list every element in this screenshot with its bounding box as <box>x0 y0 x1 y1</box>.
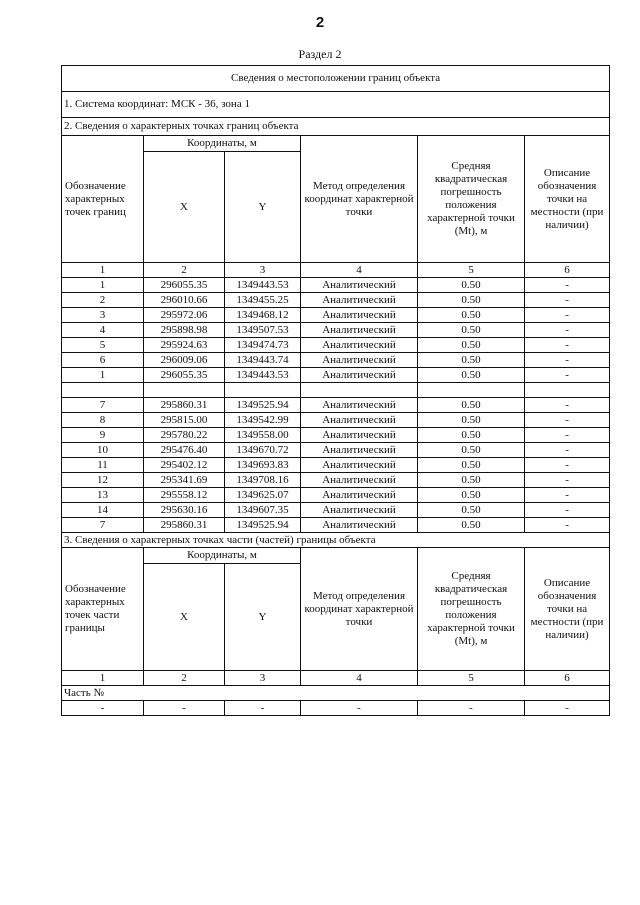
cell-description: - <box>525 458 610 473</box>
cell-error: 0.50 <box>418 473 525 488</box>
cell-description: - <box>525 308 610 323</box>
cell-point: 5 <box>62 338 144 353</box>
cell-description: - <box>525 338 610 353</box>
separator-row <box>62 383 610 398</box>
part-label: Часть № <box>62 686 610 701</box>
table-title: Сведения о местоположении границ объекта <box>62 66 610 92</box>
cell-x: 295780.22 <box>144 428 225 443</box>
cell-y: 1349542.99 <box>225 413 301 428</box>
table-row <box>62 338 610 353</box>
cell-point: 14 <box>62 503 144 518</box>
column-number: 3 <box>225 671 301 686</box>
cell-method: Аналитический <box>301 428 418 443</box>
cell-error: 0.50 <box>418 428 525 443</box>
cell-description: - <box>525 398 610 413</box>
cell-method: Аналитический <box>301 308 418 323</box>
cell-x: 296010.66 <box>144 293 225 308</box>
column-number: 4 <box>301 263 418 278</box>
cell-x: 296055.35 <box>144 278 225 293</box>
column-number: 6 <box>525 263 610 278</box>
parts-section-heading: 3. Сведения о характерных точках части (частей) границы объекта <box>62 533 610 548</box>
table-row <box>62 398 610 413</box>
cell-method: Аналитический <box>301 293 418 308</box>
cell-y: 1349443.53 <box>225 278 301 293</box>
points-section-heading: 2. Сведения о характерных точках границ объекта <box>62 118 610 136</box>
cell-error: 0.50 <box>418 488 525 503</box>
parts-header-y: Y <box>225 564 301 671</box>
cell-description: - <box>525 701 610 716</box>
page-number: 2 <box>315 14 325 31</box>
cell-error: 0.50 <box>418 458 525 473</box>
cell-description: - <box>525 428 610 443</box>
cell-method: Аналитический <box>301 518 418 533</box>
column-number: 5 <box>418 671 525 686</box>
cell-error: 0.50 <box>418 503 525 518</box>
cell-y: 1349443.53 <box>225 368 301 383</box>
empty-cell <box>418 383 525 398</box>
cell-description: - <box>525 323 610 338</box>
table-row <box>62 518 610 533</box>
cell-y: 1349507.53 <box>225 323 301 338</box>
cell-x: 295476.40 <box>144 443 225 458</box>
cell-error: - <box>418 701 525 716</box>
cell-point: 4 <box>62 323 144 338</box>
cell-error: 0.50 <box>418 413 525 428</box>
cell-x: 295558.12 <box>144 488 225 503</box>
cell-x: 295924.63 <box>144 338 225 353</box>
column-number: 1 <box>62 263 144 278</box>
table-row <box>62 353 610 368</box>
cell-x: 295898.98 <box>144 323 225 338</box>
cell-description: - <box>525 278 610 293</box>
cell-point: - <box>62 701 144 716</box>
cell-error: 0.50 <box>418 398 525 413</box>
cell-method: Аналитический <box>301 503 418 518</box>
table-row <box>62 488 610 503</box>
cell-method: - <box>301 701 418 716</box>
cell-y: 1349443.74 <box>225 353 301 368</box>
cell-point: 1 <box>62 278 144 293</box>
cell-method: Аналитический <box>301 488 418 503</box>
cell-method: Аналитический <box>301 353 418 368</box>
cell-error: 0.50 <box>418 338 525 353</box>
cell-method: Аналитический <box>301 473 418 488</box>
cell-x: 295402.12 <box>144 458 225 473</box>
column-number: 3 <box>225 263 301 278</box>
column-number: 2 <box>144 671 225 686</box>
cell-description: - <box>525 413 610 428</box>
cell-description: - <box>525 518 610 533</box>
cell-description: - <box>525 473 610 488</box>
header-description: Описание обозначения точки на местности (при наличии) <box>525 136 610 263</box>
parts-header-description: Описание обозначения точки на местности (при наличии) <box>525 548 610 671</box>
cell-x: 295972.06 <box>144 308 225 323</box>
cell-method: Аналитический <box>301 368 418 383</box>
empty-cell <box>301 383 418 398</box>
cell-y: 1349558.00 <box>225 428 301 443</box>
coord-system: 1. Система координат: МСК - 36, зона 1 <box>62 92 610 118</box>
parts-header-method: Метод определения координат характерной точки <box>301 548 418 671</box>
cell-point: 11 <box>62 458 144 473</box>
cell-method: Аналитический <box>301 278 418 293</box>
cell-y: 1349455.25 <box>225 293 301 308</box>
parts-header-error: Средняя квадратическая погрешность положения характерной точки (Mt), м <box>418 548 525 671</box>
cell-description: - <box>525 488 610 503</box>
empty-cell <box>144 383 225 398</box>
cell-description: - <box>525 443 610 458</box>
cell-error: 0.50 <box>418 443 525 458</box>
header-coords: Координаты, м <box>144 136 301 152</box>
cell-y: 1349468.12 <box>225 308 301 323</box>
cell-point: 1 <box>62 368 144 383</box>
cell-x: 295860.31 <box>144 518 225 533</box>
parts-header-coords: Координаты, м <box>144 548 301 564</box>
section-label: Раздел 2 <box>298 47 342 61</box>
cell-y: 1349670.72 <box>225 443 301 458</box>
table-row <box>62 368 610 383</box>
cell-description: - <box>525 503 610 518</box>
table-row <box>62 413 610 428</box>
table-row <box>62 443 610 458</box>
table-row <box>62 701 610 716</box>
table-row <box>62 503 610 518</box>
cell-y: 1349525.94 <box>225 398 301 413</box>
cell-y: - <box>225 701 301 716</box>
cell-point: 12 <box>62 473 144 488</box>
cell-y: 1349474.73 <box>225 338 301 353</box>
header-error: Средняя квадратическая погрешность положения характерной точки (Mt), м <box>418 136 525 263</box>
cell-description: - <box>525 293 610 308</box>
cell-point: 3 <box>62 308 144 323</box>
table-row <box>62 473 610 488</box>
cell-description: - <box>525 353 610 368</box>
table-row <box>62 428 610 443</box>
cell-error: 0.50 <box>418 278 525 293</box>
cell-x: 296009.06 <box>144 353 225 368</box>
cell-method: Аналитический <box>301 413 418 428</box>
cell-method: Аналитический <box>301 338 418 353</box>
column-number: 6 <box>525 671 610 686</box>
cell-error: 0.50 <box>418 323 525 338</box>
cell-y: 1349525.94 <box>225 518 301 533</box>
empty-cell <box>225 383 301 398</box>
header-method: Метод определения координат характерной точки <box>301 136 418 263</box>
cell-point: 9 <box>62 428 144 443</box>
cell-error: 0.50 <box>418 353 525 368</box>
cell-point: 13 <box>62 488 144 503</box>
empty-cell <box>525 383 610 398</box>
parts-column-numbers-row <box>62 671 610 686</box>
column-numbers-row <box>62 263 610 278</box>
cell-method: Аналитический <box>301 398 418 413</box>
cell-method: Аналитический <box>301 323 418 338</box>
cell-error: 0.50 <box>418 308 525 323</box>
column-number: 5 <box>418 263 525 278</box>
cell-method: Аналитический <box>301 443 418 458</box>
cell-point: 6 <box>62 353 144 368</box>
boundary-table <box>61 65 610 716</box>
cell-x: - <box>144 701 225 716</box>
header-x: X <box>144 152 225 263</box>
cell-error: 0.50 <box>418 368 525 383</box>
cell-y: 1349708.16 <box>225 473 301 488</box>
cell-error: 0.50 <box>418 518 525 533</box>
cell-point: 7 <box>62 398 144 413</box>
cell-x: 295341.69 <box>144 473 225 488</box>
cell-description: - <box>525 368 610 383</box>
cell-point: 2 <box>62 293 144 308</box>
table-row <box>62 308 610 323</box>
header-designation: Обозначение характерных точек границ <box>62 136 144 263</box>
empty-cell <box>62 383 144 398</box>
cell-y: 1349625.07 <box>225 488 301 503</box>
cell-x: 295815.00 <box>144 413 225 428</box>
cell-y: 1349693.83 <box>225 458 301 473</box>
cell-point: 8 <box>62 413 144 428</box>
parts-header-x: X <box>144 564 225 671</box>
parts-header-designation: Обозначение характерных точек части границы <box>62 548 144 671</box>
header-y: Y <box>225 152 301 263</box>
column-number: 4 <box>301 671 418 686</box>
cell-x: 295630.16 <box>144 503 225 518</box>
table-row <box>62 458 610 473</box>
cell-point: 10 <box>62 443 144 458</box>
cell-method: Аналитический <box>301 458 418 473</box>
column-number: 1 <box>62 671 144 686</box>
table-row <box>62 293 610 308</box>
cell-x: 295860.31 <box>144 398 225 413</box>
cell-y: 1349607.35 <box>225 503 301 518</box>
cell-x: 296055.35 <box>144 368 225 383</box>
column-number: 2 <box>144 263 225 278</box>
table-row <box>62 323 610 338</box>
cell-point: 7 <box>62 518 144 533</box>
cell-error: 0.50 <box>418 293 525 308</box>
table-row <box>62 278 610 293</box>
